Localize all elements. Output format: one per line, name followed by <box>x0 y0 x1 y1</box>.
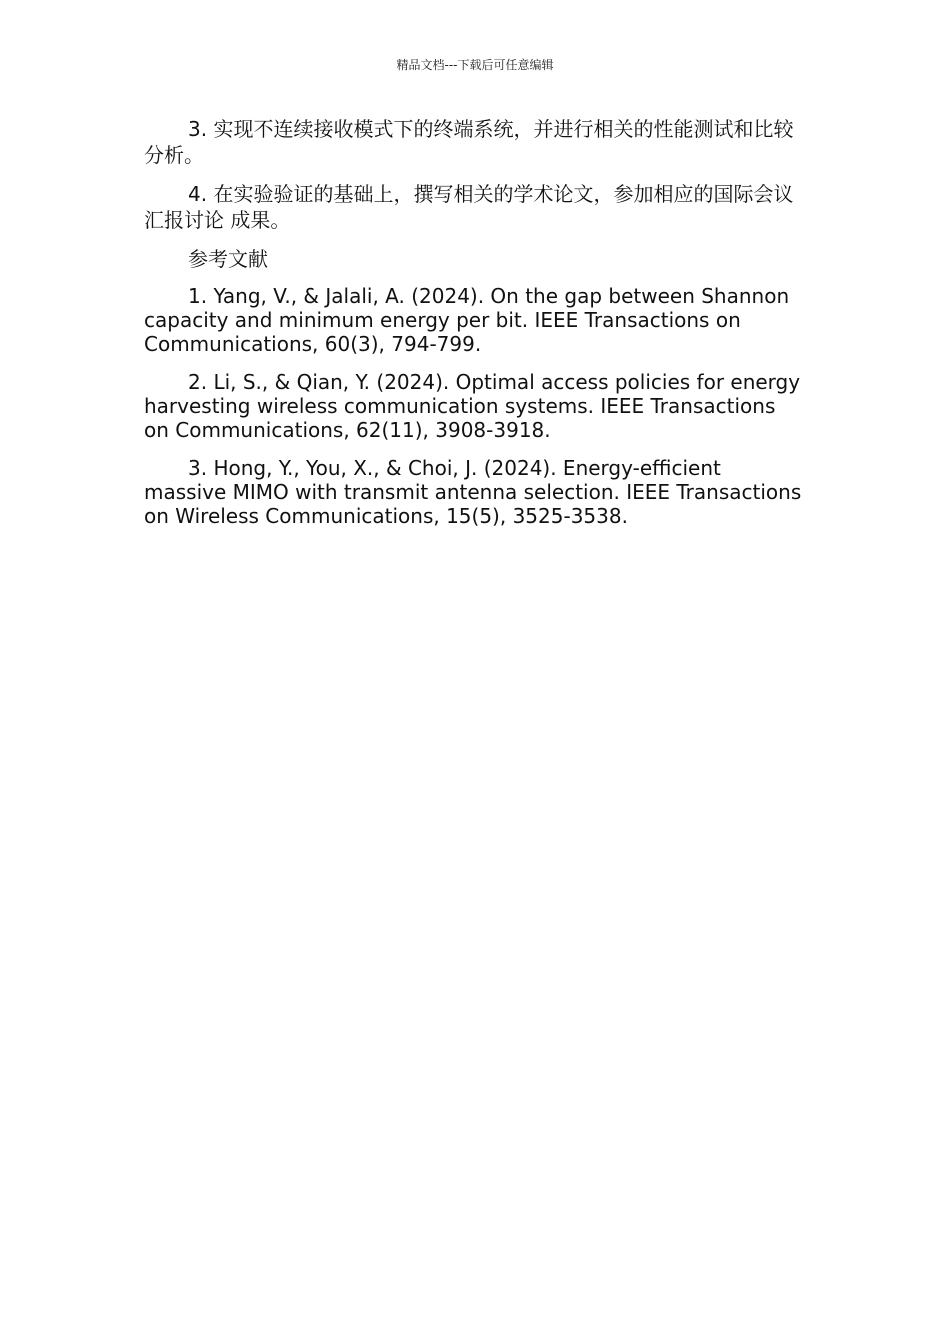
reference-item-1: 1. Yang, V., & Jalali, A. (2024). On the gap between Shannon capacity and minimum energy per bit. IEEE Transactions on Communications, 60(3), 794-799. <box>144 284 790 356</box>
page-header: 精品文档---下载后可任意编辑 <box>396 58 554 72</box>
reference-item-3: 3. Hong, Y., You, X., & Choi, J. (2024). Energy-efficient massive MIMO with transmit antenna selection. IEEE Transactions on Wireless Communications, 15(5), 3525-3538. <box>144 456 802 528</box>
references-heading: 参考文献 <box>188 247 268 271</box>
task-item-4: 4. 在实验验证的基础上，撰写相关的学术论文，参加相应的国际会议汇报讨论 成果。 <box>144 182 794 232</box>
document-body <box>144 116 806 542</box>
reference-item-2: 2. Li, S., & Qian, Y. (2024). Optimal access policies for energy harvesting wireless communication systems. IEEE Transactions on Communications, 62(11), 3908-3918. <box>144 370 801 442</box>
task-item-3: 3. 实现不连续接收模式下的终端系统，并进行相关的性能测试和比较分析。 <box>144 117 794 167</box>
